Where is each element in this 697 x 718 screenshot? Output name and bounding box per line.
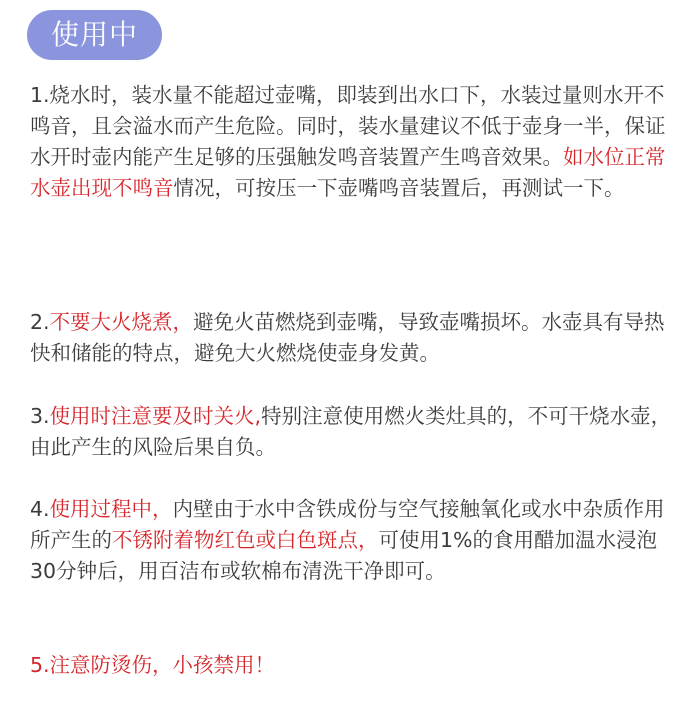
instruction-4-number: 4. xyxy=(30,497,50,521)
instruction-3-text: 特别注意使用燃火类灶具的，不可干烧水壶，由此产生的风险后果自负。 xyxy=(30,404,672,459)
instruction-5 xyxy=(30,650,680,681)
instruction-1 xyxy=(30,80,680,204)
instruction-2-number: 2. xyxy=(30,310,50,334)
instruction-4-highlight-b: 不锈附着物红色或白色斑点， xyxy=(112,528,379,552)
instruction-1-highlight: 如水位正常水壶出现不鸣音 xyxy=(30,145,666,200)
instruction-2-highlight: 不要大火烧煮， xyxy=(49,310,194,334)
instruction-4-text-a: 内壁由于水中含铁成份与空气接触氧化或水中杂质作用所产生的 xyxy=(30,497,665,552)
instruction-4-highlight-a: 使用过程中， xyxy=(49,497,173,521)
instruction-2 xyxy=(30,307,680,369)
instruction-3 xyxy=(30,401,680,463)
instruction-3-number: 3. xyxy=(30,404,50,428)
instruction-4-text-b: 可使用1%的食用醋加温水浸泡30分钟后，用百洁布或软棉布清洗干净即可。 xyxy=(30,528,658,583)
instruction-3-highlight: 使用时注意要及时关火, xyxy=(49,404,262,428)
instruction-2-text: 避免火苗燃烧到壶嘴，导致壶嘴损坏。水壶具有导热快和储能的特点，避免大火燃烧使壶身发黄。 xyxy=(30,310,665,365)
instruction-5-warning: 5.注意防烫伤，小孩禁用！ xyxy=(30,653,276,677)
instruction-1-text-a: 1.烧水时，装水量不能超过壶嘴，即装到出水口下，水装过量则水开不鸣音，且会溢水而产生危险。同时，装水量建议不低于壶身一半，保证水开时壶内能产生足够的压强触发鸣音装置产生鸣音效果。 xyxy=(30,83,666,169)
usage-badge: 使用中 xyxy=(27,10,162,60)
instruction-4 xyxy=(30,494,680,587)
instruction-1-text-b: 情况，可按压一下壶嘴鸣音装置后，再测试一下。 xyxy=(173,176,625,200)
